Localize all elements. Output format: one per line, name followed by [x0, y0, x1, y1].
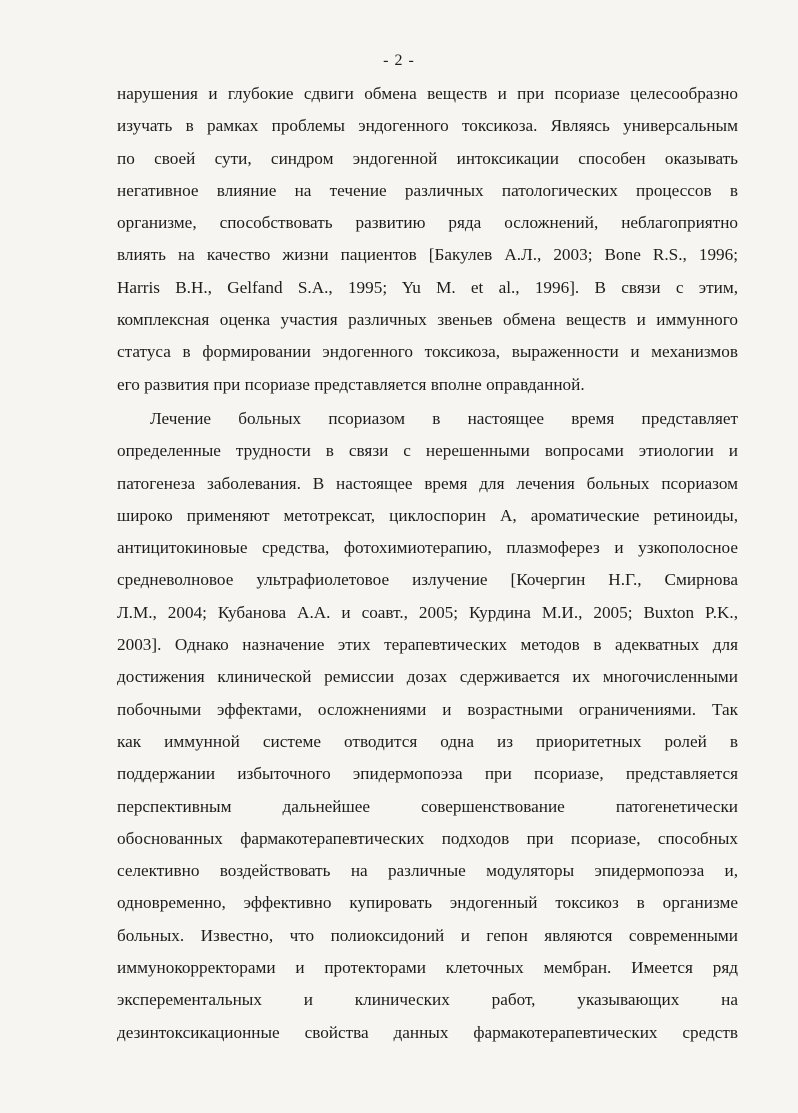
text-line: его развития при псориазе представляется вполне оправданной.: [117, 374, 585, 394]
text-line: влиять на качество жизни пациентов [Бакулев А.Л., 2003; Bone R.S., 1996;: [117, 245, 738, 265]
text-line: по своей сути, синдром эндогенной интоксикации способен оказывать: [117, 148, 738, 168]
text-line: организме, способствовать развитию ряда осложнений, неблагоприятно: [117, 213, 738, 233]
text-line: эксперементальных и клинических работ, указывающих на: [117, 990, 738, 1010]
text-line: обоснованных фармакотерапевтических подходов при псориазе, способных: [117, 828, 738, 848]
page-number: - 2 -: [383, 52, 415, 69]
text-line: одновременно, эффективно купировать эндогенный токсикоз в организме: [117, 893, 738, 913]
text-line: иммунокорректорами и протекторами клеточных мембран. Имеется ряд: [117, 958, 738, 978]
text-line: перспективным дальнейшее совершенствование патогенетически: [117, 796, 738, 816]
text-line: статуса в формировании эндогенного токсикоза, выраженности и механизмов: [117, 342, 738, 362]
text-line: Лечение больных псориазом в настоящее время представляет: [150, 408, 738, 428]
text-line: широко применяют метотрексат, циклоспорин А, ароматические ретиноиды,: [117, 505, 738, 525]
text-line: комплексная оценка участия различных звеньев обмена веществ и иммунного: [117, 310, 738, 330]
text-line: достижения клинической ремиссии дозах сдерживается их многочисленными: [117, 667, 738, 687]
text-line: поддержании избыточного эпидермопоэза при псориазе, представляется: [117, 764, 738, 784]
text-line: определенные трудности в связи с нерешенными вопросами этиологии и: [117, 441, 738, 461]
text-line: селективно воздействовать на различные модуляторы эпидермопоэза и,: [117, 861, 738, 881]
text-line: патогенеза заболевания. В настоящее время для лечения больных псориазом: [117, 473, 738, 493]
text-line: антицитокиновые средства, фотохимиотерапию, плазмоферез и узкополосное: [117, 538, 738, 558]
text-line: нарушения и глубокие сдвиги обмена веществ и при псориазе целесообразно: [117, 84, 738, 103]
text-line: побочными эффектами, осложнениями и возрастными ограничениями. Так: [117, 699, 738, 719]
text-line: изучать в рамках проблемы эндогенного токсикоза. Являясь универсальным: [117, 116, 738, 136]
paragraph-2: [117, 403, 738, 1049]
text-line: дезинтоксикационные свойства данных фармакотерапевтических средств: [117, 1022, 738, 1042]
text-line: 2003]. Однако назначение этих терапевтических методов в адекватных для: [117, 635, 738, 655]
document-body: [117, 78, 738, 1049]
text-line: негативное влияние на течение различных патологических процессов в: [117, 180, 738, 200]
text-line: Л.М., 2004; Кубанова А.А. и соавт., 2005; Курдина М.И., 2005; Buxton P.K.,: [117, 602, 738, 622]
text-line: как иммунной системе отводится одна из приоритетных ролей в: [117, 731, 738, 751]
paragraph-1: [117, 78, 738, 401]
text-line: средневолновое ультрафиолетовое излучение [Кочергин Н.Г., Смирнова: [117, 570, 738, 590]
text-line: Harris B.H., Gelfand S.A., 1995; Yu M. et al., 1996]. В связи с этим,: [117, 277, 738, 297]
text-line: больных. Известно, что полиоксидоний и гепон являются современными: [117, 925, 738, 945]
